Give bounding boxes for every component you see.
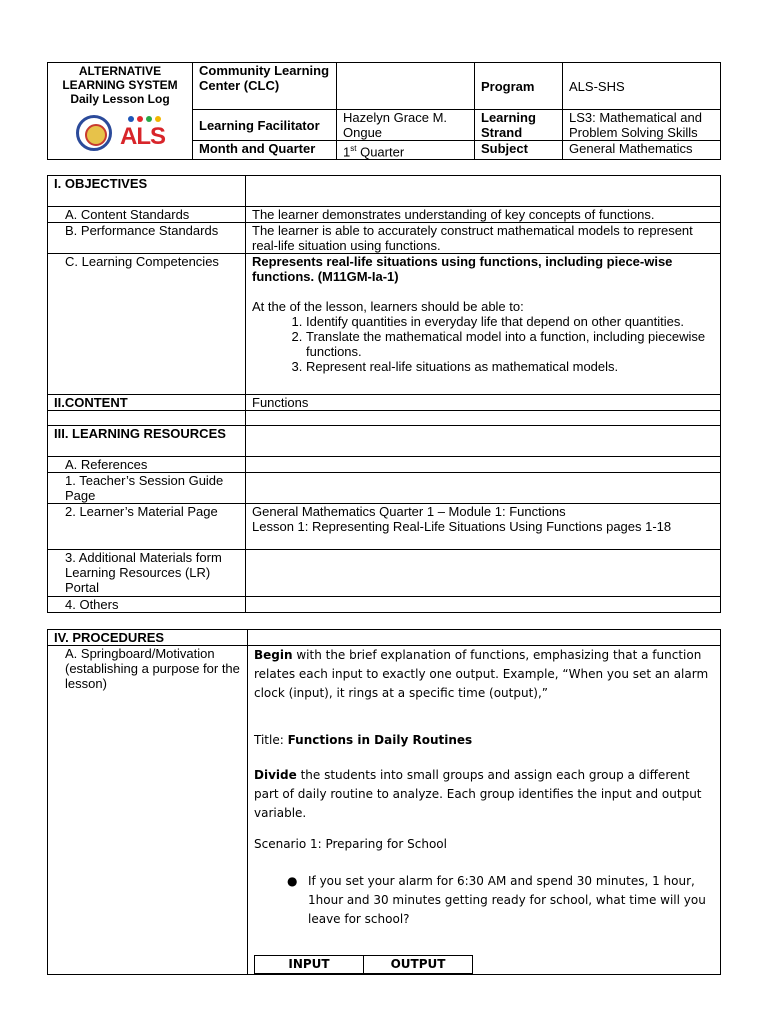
org-line2: LEARNING SYSTEM <box>62 78 178 92</box>
list-item: 3. Represent real-life situations as mathematical models. <box>306 359 714 374</box>
content-standards-label: A. Content Standards <box>48 207 246 223</box>
program-label: Program <box>475 63 563 110</box>
procedures-table <box>47 629 721 975</box>
month-label: Month and Quarter <box>193 141 337 160</box>
input-header: INPUT <box>255 956 364 974</box>
competencies-label: C. Learning Competencies <box>48 254 246 395</box>
references-label: A. References <box>48 457 246 473</box>
als-logo-text: ALS <box>120 123 165 150</box>
subject-value: General Mathematics <box>563 141 721 160</box>
output-header: OUTPUT <box>364 956 473 974</box>
subject-label: Subject <box>475 141 563 160</box>
content-standards-value: The learner demonstrates understanding of key concepts of functions. <box>246 207 721 223</box>
divide-paragraph: Divide the students into small groups and assign each group a different part of daily routine to analyze. Each group identifies the input and output variable. <box>254 768 702 820</box>
procedures-heading: IV. PROCEDURES <box>48 630 248 646</box>
lmp-line2: Lesson 1: Representing Real-Life Situations Using Functions pages 1-18 <box>252 519 672 534</box>
lesson-table <box>47 175 721 613</box>
question-bullet <box>254 872 714 929</box>
clc-label: Community Learning Center (CLC) <box>193 63 337 110</box>
question-text: If you set your alarm for 6:30 AM and spend 30 minutes, 1 hour, 1hour and 30 minutes getting ready for school, what time will you leave for school? <box>308 874 706 926</box>
program-value: ALS-SHS <box>563 63 721 110</box>
als-logo <box>120 116 164 150</box>
header-table <box>47 62 721 160</box>
performance-standards-value: The learner is able to accurately construct mathematical models to represent real-life situation using functions. <box>246 223 721 254</box>
lmp-line1: General Mathematics Quarter 1 – Module 1: Functions <box>252 504 566 519</box>
competencies-intro: At the of the lesson, learners should be able to: <box>252 299 524 314</box>
springboard-cell <box>248 646 721 975</box>
lmp-value <box>246 504 721 550</box>
tsg-label: 1. Teacher’s Session Guide Page <box>48 473 246 504</box>
bullet-icon: ● <box>287 874 298 888</box>
org-line1: ALTERNATIVE <box>78 64 162 78</box>
resources-heading: III. LEARNING RESOURCES <box>48 426 246 457</box>
input-output-table <box>254 955 473 974</box>
springboard-label: A. Springboard/Motivation (establishing a purpose for the lesson) <box>48 646 248 975</box>
activity-title: Title: Functions in Daily Routines <box>254 733 473 747</box>
org-cell <box>48 63 193 160</box>
objectives-heading: I. OBJECTIVES <box>48 176 246 207</box>
org-line3: Daily Lesson Log <box>70 92 170 106</box>
competencies-cell <box>246 254 721 395</box>
clc-value <box>337 63 475 110</box>
facilitator-label: Learning Facilitator <box>193 110 337 141</box>
deped-seal-logo <box>76 115 112 151</box>
additional-materials-label: 3. Additional Materials form Learning Resources (LR) Portal <box>48 550 246 597</box>
performance-standards-label: B. Performance Standards <box>48 223 246 254</box>
month-value: 1st Quarter <box>337 141 475 160</box>
scenario-label: Scenario 1: Preparing for School <box>254 837 447 851</box>
others-label: 4. Others <box>48 597 246 613</box>
list-item: 1. Identify quantities in everyday life that depend on other quantities. <box>306 314 714 329</box>
competencies-list <box>252 314 714 374</box>
begin-paragraph: Begin with the brief explanation of functions, emphasizing that a function relates each input to exactly one output. Example, “When you set an alarm clock (input), it rings at a specific time (output),” <box>254 648 709 700</box>
content-heading: II.CONTENT <box>48 395 246 411</box>
facilitator-value: Hazelyn Grace M. Ongue <box>337 110 475 141</box>
content-value: Functions <box>246 395 721 411</box>
competencies-bold: Represents real-life situations using functions, including piece-wise functions. (M11GM-Ia-1) <box>252 254 673 284</box>
list-item: 2. Translate the mathematical model into a function, including piecewise functions. <box>306 329 714 359</box>
lmp-label: 2. Learner’s Material Page <box>48 504 246 550</box>
logos <box>54 115 186 151</box>
strand-label: Learning Strand <box>475 110 563 141</box>
strand-value: LS3: Mathematical and Problem Solving Skills <box>563 110 721 141</box>
